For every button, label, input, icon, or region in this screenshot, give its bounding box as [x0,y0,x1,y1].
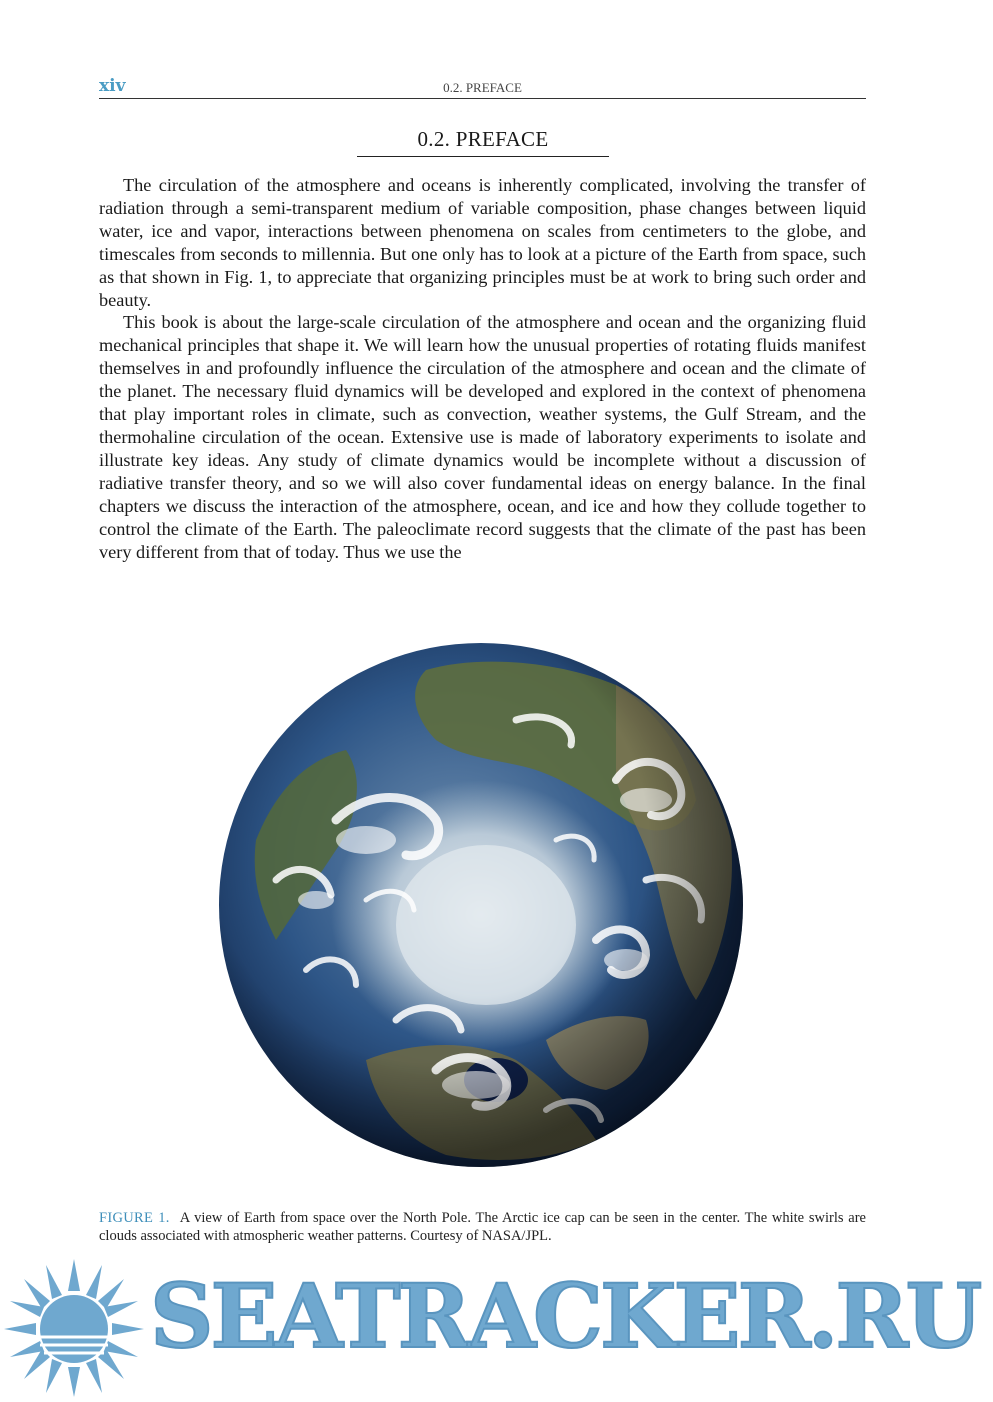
figure-label: FIGURE 1. [99,1210,170,1226]
sun-logo-icon [2,1257,150,1397]
body-text [99,174,866,563]
section-title: 0.2. PREFACE [357,127,609,157]
earth-globe [216,640,746,1170]
paragraph: The circulation of the atmosphere and oceans is inherently complicated, involving the transfer of radiation through a semi-transparent medium of variable composition, phase changes between liquid water, ice and vapor, interactions between phenomena on scales from centimeters to the globe, and timescales from seconds to millennia. But one only has to look at a picture of the Earth from space, such as that shown in Fig. 1, to appreciate that organizing principles must be at work to bring such order and beauty. [99,175,866,310]
running-title: 0.2. PREFACE [443,80,522,95]
earth-image [216,640,746,1170]
figure-caption-text: A view of Earth from space over the North Pole. The Arctic ice cap can be seen in the center. The white swirls are clouds associated with atmospheric weather patterns. Courtesy of NASA/JPL. [99,1210,866,1244]
watermark-text: SEATRACKER.RU [150,1264,980,1368]
figure-caption [99,1209,866,1245]
page-number: xiv [99,76,126,96]
running-head [99,76,866,99]
paragraph: This book is about the large-scale circulation of the atmosphere and ocean and the organizing fluid mechanical principles that shape it. We will learn how the unusual properties of rotating fluids manifest themselves in and profoundly influence the circulation of the atmosphere and ocean and the climate of the planet. The necessary fluid dynamics will be developed and explored in the context of phenomena that play important roles in climate, such as convection, weather systems, the Gulf Stream, and the thermohaline circulation of the ocean. Extensive use is made of laboratory experiments to isolate and illustrate key ideas. Any study of climate dynamics would be incomplete without a discussion of radiative transfer theory, and so we will also cover fundamental ideas on energy balance. In the final chapters we discuss the interaction of the atmosphere, ocean, and ice and how they collude together to control the climate of the Earth. The paleoclimate record suggests that the climate of the past has been very different from that of today. Thus we use the [99,312,866,562]
watermark [0,1255,993,1402]
